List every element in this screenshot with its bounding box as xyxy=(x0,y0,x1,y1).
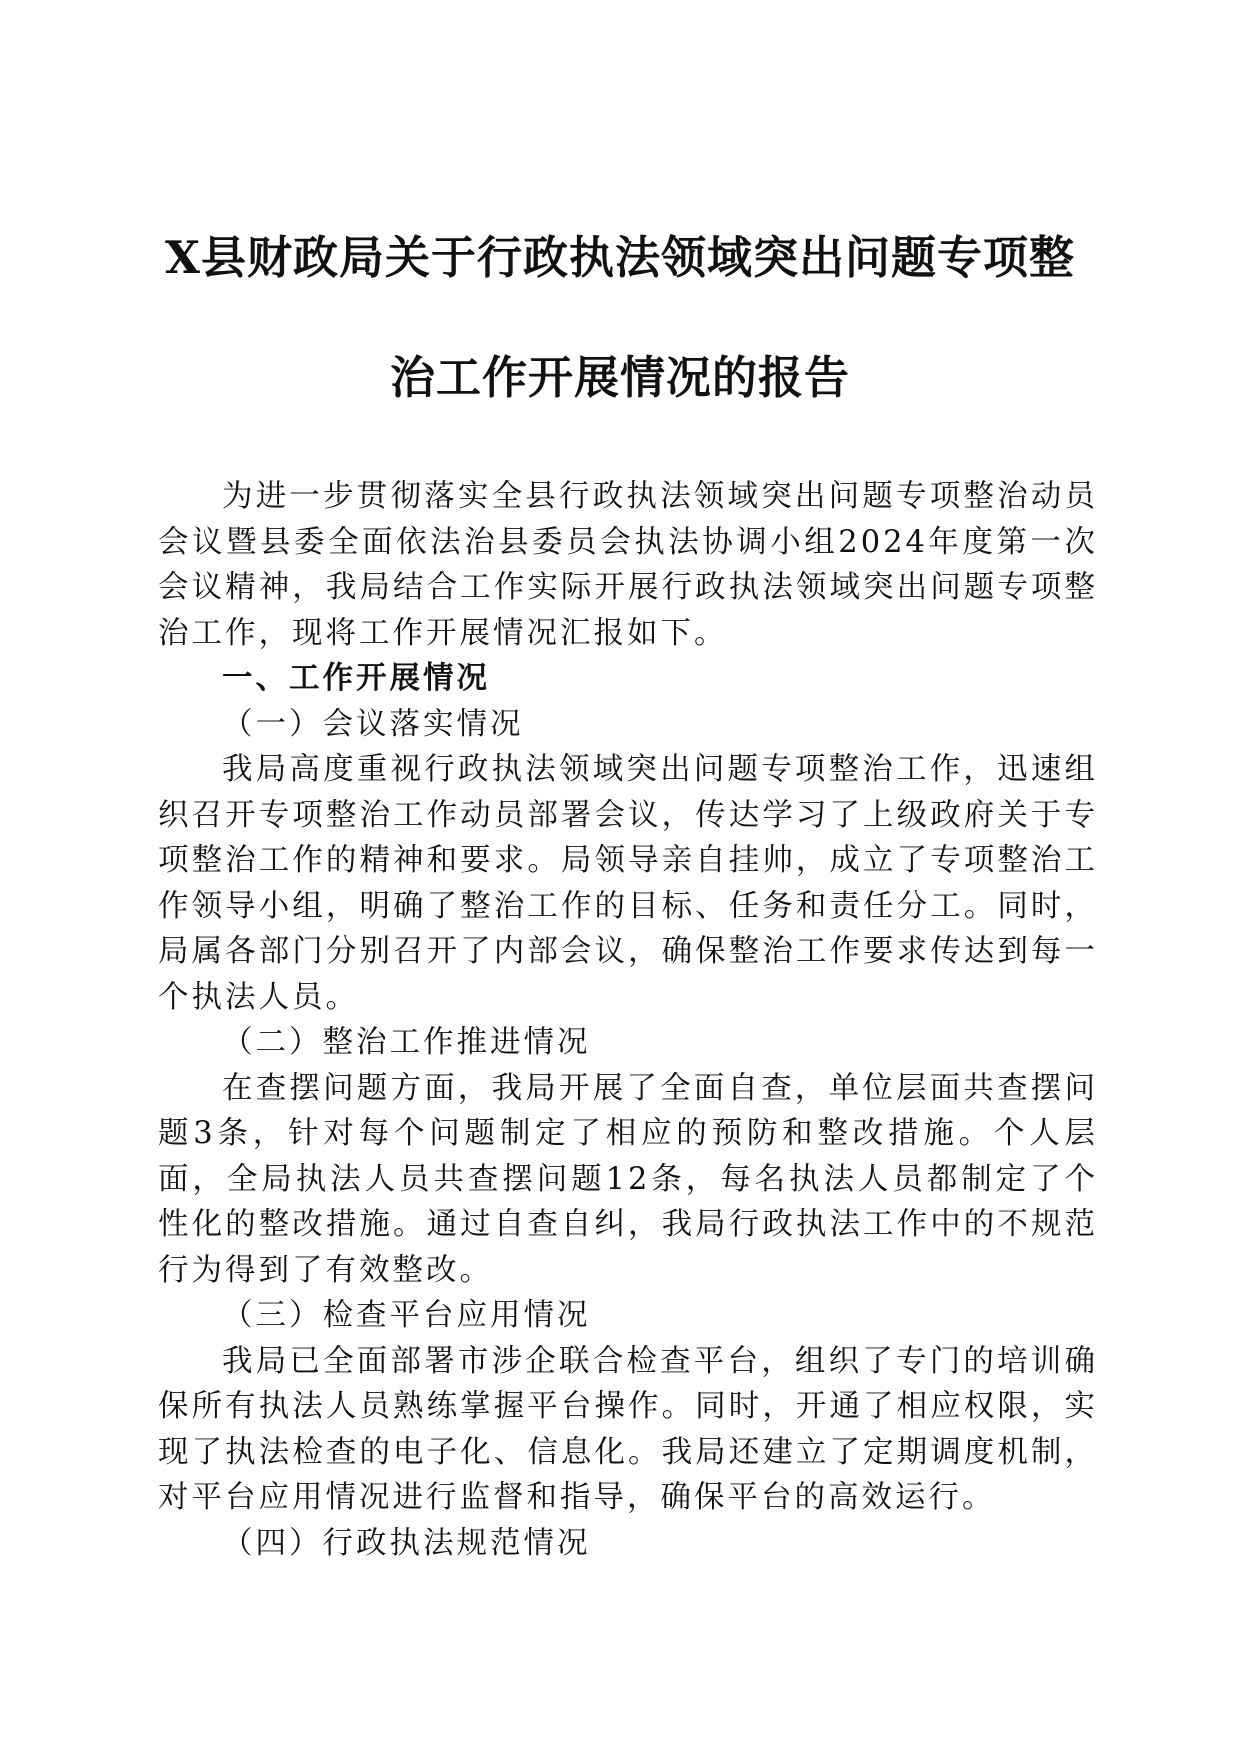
section-heading-1: 一、工作开展情况 xyxy=(222,660,490,696)
document-title-line-1: X县财政局关于行政执法领域突出问题专项整 xyxy=(165,231,1075,284)
subsection-paragraph-1: 我局高度重视行政执法领域突出问题专项整治工作，迅速组织召开专项整治工作动员部署会议，传达学习了上级政府关于专项整治工作的精神和要求。局领导亲自挂帅，成立了专项整治工作领导小组，明确了整治工作的目标、任务和责任分工。同时，局属各部门分别召开了内部会议，确保整治工作要求传达到每一个执法人员。 xyxy=(158,752,1098,1015)
document-title-line-2: 治工作开展情况的报告 xyxy=(389,351,850,404)
subsection-paragraph-3: 我局已全面部署市涉企联合检查平台，组织了专门的培训确保所有执法人员熟练掌握平台操作。同时，开通了相应权限，实现了执法检查的电子化、信息化。我局还建立了定期调度机制，对平台应用情况进行监督和指导，确保平台的高效运行。 xyxy=(158,1343,1098,1515)
subsection-heading-4: （四）行政执法规范情况 xyxy=(222,1525,591,1561)
subsection-heading-1: （一）会议落实情况 xyxy=(222,706,524,742)
subsection-heading-3: （三）检查平台应用情况 xyxy=(222,1298,591,1333)
subsection-paragraph-2: 在查摆问题方面，我局开展了全面自查，单位层面共查摆问题3条，针对每个问题制定了相应的预防和整改措施。个人层面，全局执法人员共查摆问题12条，每名执法人员都制定了个性化的整改措施。通过自查自纠，我局行政执法工作中的不规范行为得到了有效整改。 xyxy=(158,1070,1098,1288)
document-body xyxy=(158,474,1098,1566)
subsection-heading-2: （二）整治工作推进情况 xyxy=(222,1025,591,1060)
intro-paragraph: 为进一步贯彻落实全县行政执法领域突出问题专项整治动员会议暨县委全面依法治县委员会执法协调小组2024年度第一次会议精神，我局结合工作实际开展行政执法领域突出问题专项整治工作，现将工作开展情况汇报如下。 xyxy=(158,479,1098,651)
